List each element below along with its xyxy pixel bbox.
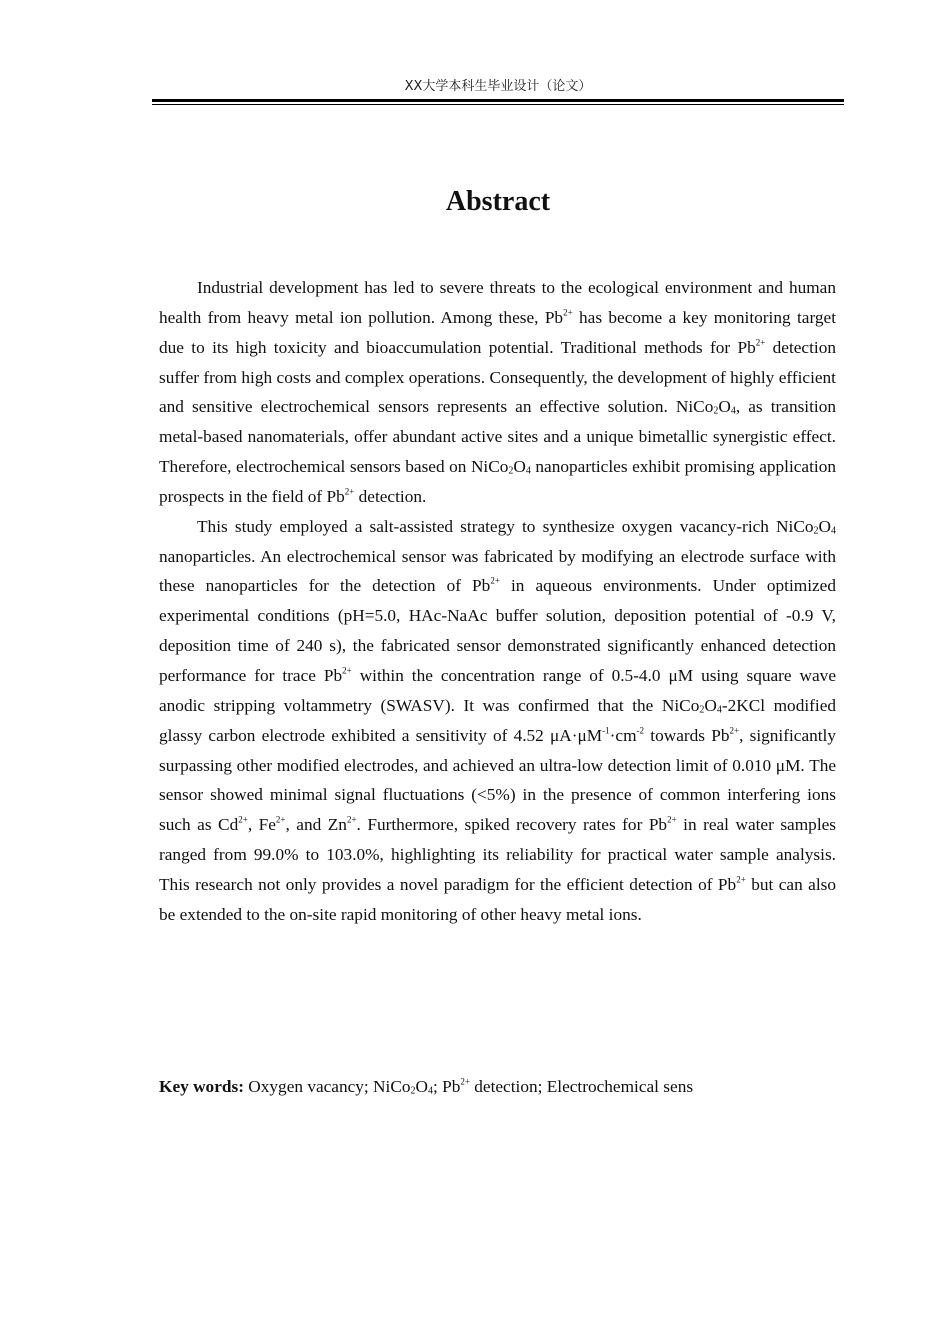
text-run: O bbox=[513, 457, 526, 477]
keywords-line bbox=[159, 1072, 836, 1102]
text-run: within the concentration range of 0.5-4.0 μM using square wave anodic stripping voltammetry (SWASV). It was confirmed that the NiCo bbox=[159, 665, 836, 715]
keyword-text: detection; Electrochemical sens bbox=[469, 1077, 694, 1096]
header-rule-thick bbox=[152, 99, 844, 102]
superscript: 2+ bbox=[460, 1076, 470, 1087]
superscript: 2+ bbox=[736, 874, 746, 885]
superscript: -1 bbox=[602, 725, 610, 736]
keywords-label: Key words: bbox=[159, 1077, 244, 1096]
subscript: 2 bbox=[813, 525, 819, 537]
text-run: Industrial development has led to severe threats to the ecological environment and human health from heavy metal ion pollution. Among these, Pb bbox=[159, 278, 836, 327]
superscript: 2+ bbox=[275, 814, 286, 825]
text-run: but can also be extended to the on-site rapid monitoring of other heavy metal ions. bbox=[159, 874, 836, 924]
text-run: detection. bbox=[354, 486, 427, 506]
subscript: 2 bbox=[508, 465, 514, 477]
text-run: ·cm bbox=[609, 725, 637, 745]
subscript: 2 bbox=[699, 704, 705, 716]
superscript: 2+ bbox=[490, 575, 500, 586]
superscript: 2+ bbox=[667, 814, 677, 825]
text-run: -2KCl modified glassy carbon electrode exhibited a sensitivity of 4.52 μA·μM bbox=[159, 695, 836, 745]
superscript: 2+ bbox=[344, 486, 355, 497]
header-rule-thin bbox=[152, 104, 844, 105]
superscript: 2+ bbox=[563, 307, 573, 318]
text-run: This study employed a salt-assisted strategy to synthesize oxygen vacancy-rich NiCo bbox=[197, 516, 814, 536]
abstract-paragraph-2 bbox=[159, 512, 836, 930]
keyword-text: O bbox=[415, 1077, 428, 1096]
superscript: 2+ bbox=[238, 814, 248, 825]
text-run: towards Pb bbox=[644, 725, 730, 745]
subscript: 2 bbox=[713, 405, 719, 417]
superscript: 2+ bbox=[729, 725, 740, 736]
text-run: nanoparticles exhibit promising application prospects in the field of Pb bbox=[159, 457, 836, 506]
abstract-body bbox=[159, 273, 836, 930]
running-header: XX大学本科生毕业设计（论文） bbox=[404, 79, 592, 94]
page-title: Abstract bbox=[445, 186, 551, 217]
abstract-paragraph-1 bbox=[159, 273, 836, 512]
subscript: 4 bbox=[525, 465, 531, 477]
text-run: in aqueous environments. Under optimized experimental conditions (pH=5.0, HAc-NaAc buffer solution, deposition potential of -0.9 V, deposition time of 240 s), the fabricated sensor demonstrated significantly enhanced detection performance for trace Pb bbox=[159, 576, 836, 685]
superscript: 2+ bbox=[346, 814, 357, 825]
text-run: nanoparticles. An electrochemical sensor was fabricated by modifying an electrode surface with these nanoparticles for the detection of Pb bbox=[159, 546, 836, 596]
subscript: 2 bbox=[410, 1085, 416, 1097]
superscript: 2+ bbox=[755, 337, 766, 348]
text-run: detection suffer from high costs and complex operations. Consequently, the development of highly efficient and sensitive electrochemical sensors represents an effective solution. NiCo bbox=[159, 337, 836, 417]
text-run: , Fe bbox=[247, 815, 276, 835]
superscript: -2 bbox=[636, 725, 645, 736]
text-run: , and Zn bbox=[285, 815, 347, 835]
subscript: 4 bbox=[716, 704, 722, 716]
text-run: O bbox=[818, 516, 831, 536]
superscript: 2+ bbox=[342, 665, 352, 676]
text-run: in real water samples ranged from 99.0% to 103.0%, highlighting its reliability for practical water sample analysis. This research not only provides a novel paradigm for the efficient detection of Pb bbox=[159, 815, 837, 894]
subscript: 4 bbox=[427, 1085, 433, 1097]
text-run: has become a key monitoring target due to its high toxicity and bioaccumulation potential. Traditional methods for Pb bbox=[159, 307, 836, 357]
subscript: 4 bbox=[730, 405, 736, 417]
text-run: O bbox=[718, 397, 731, 417]
text-run: , significantly surpassing other modified electrodes, and achieved an ultra-low detection limit of 0.010 μM. The sensor showed minimal signal fluctuations (<5%) in the presence of common interfering ions such as Cd bbox=[159, 725, 837, 835]
text-run: , as transition metal-based nanomaterials, offer abundant active sites and a unique bimetallic synergistic effect. Therefore, electrochemical sensors based on NiCo bbox=[159, 397, 836, 477]
text-run: . Furthermore, spiked recovery rates for Pb bbox=[356, 815, 668, 835]
keyword-text: ; Pb bbox=[432, 1077, 461, 1096]
subscript: 4 bbox=[831, 525, 836, 537]
text-run: O bbox=[704, 695, 717, 715]
keyword-text: Oxygen vacancy; NiCo bbox=[243, 1077, 411, 1096]
